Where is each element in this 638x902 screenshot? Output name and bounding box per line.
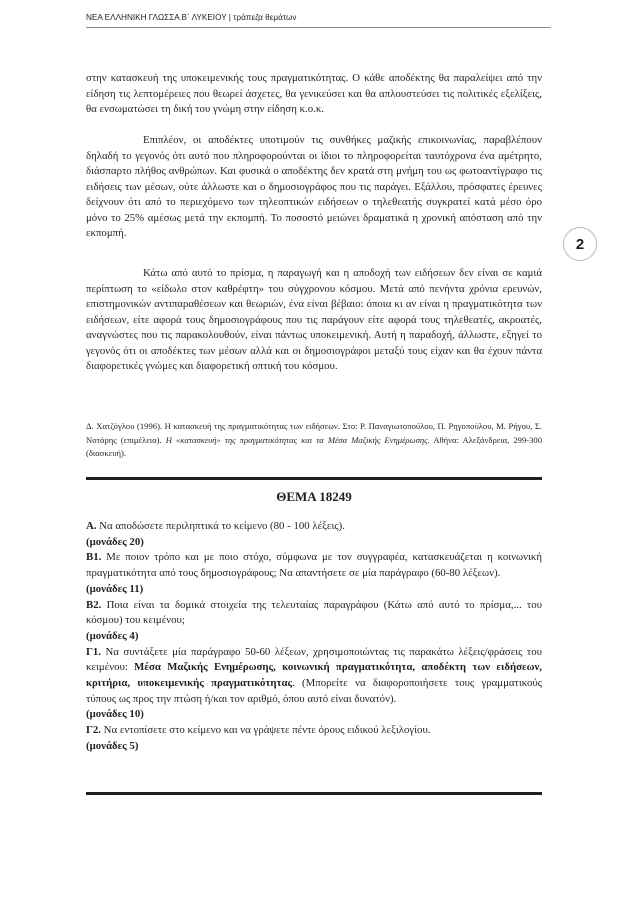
question-a-text: Να αποδώσετε περιληπτικά το κείμενο (80 - 100 λέξεις). [99, 520, 345, 532]
section-divider-bottom [86, 792, 542, 795]
citation-lead: Δ. Χατζόγλου (1996). Η κατασκευή της πραγματικότητας των ειδήσεων. Στο: Ρ. Παναγιωτοπούλου, Π. Ρηγοπούλου, Μ. Ρήγου, Σ. Νοτάρης (επιμέλεια). [86, 421, 542, 445]
topic-title: ΘΕΜΑ 18249 [276, 489, 352, 504]
questions-block [86, 519, 542, 755]
question-b2-points: (μονάδες 4) [86, 629, 139, 642]
running-header: ΝΕΑ ΕΛΛΗΝΙΚΗ ΓΛΩΣΣΑ Β΄ ΛΥΚΕΙΟΥ | τράπεζα θεμάτων [86, 13, 297, 22]
question-b1-text: Με ποιον τρόπο και με ποιο στόχο, σύμφωνα με τον συγγραφέα, κατασκευάζεται η κοινωνική πραγματικότητα από τους δημοσιογράφους; Να απαντήσετε σε μία παράγραφο (60-80 λέξεων). [86, 551, 543, 580]
question-c2-text: Να εντοπίσετε στο κείμενο και να γράψετε πέντε όρους ειδικού λεξιλογίου. [103, 724, 431, 737]
question-b1-label: Β1. [86, 551, 102, 564]
question-a [86, 519, 542, 535]
section-divider-top [86, 477, 542, 480]
question-b1-points: (μονάδες 11) [86, 582, 144, 595]
paragraph-3: Κάτω από αυτό το πρίσμα, η παραγωγή και η αποδοχή των ειδήσεων δεν είναι σε καμιά περίπτωση το «είδωλο στον καθρέφτη» του σύγχρονου κόσμου. Μετά από πενήντα χρόνια ερευνών, επιστημονικών αντιπαραθέσεων και θεωριών, ένα είναι βέβαιο: όποια κι αν είναι η πραγματικότητα των ειδήσεων, είτε αφορά τους δημοσιογράφους που τις παράγουν είτε αφορά τους τηλεθεατές, ακροατές, αναγνώστες που τις παρακολουθούν, είναι πάντως υποκειμενική. Αυτή η παραδοχή, άλλωστε, εξηγεί το γεγονός ότι οι αποδέκτες των μέσων αλλά και οι δημοσιογράφοι μεταξύ τους είχαν και θα έχουν πάντα διαφορετικές γνώμες και διαφορετική οπτική του κόσμου. [86, 267, 542, 372]
question-c1-label: Γ1. [86, 645, 101, 658]
question-c1-points: (μονάδες 10) [86, 708, 144, 721]
question-c1-note: . (Μπορείτε να διαφοροποιήσετε τους γραμματικούς τύπους ως προς την πτώση ή/και τον αριθμό, όπου αυτό είναι δυνατόν). [86, 677, 543, 705]
citation-tail: Αθήνα: Αλεξάνδρεια, 299-300 (διασκευή). [86, 434, 542, 458]
source-citation [86, 420, 542, 461]
citation-book-title: Η «κατασκευή» της πραγματικότητας και τα Μέσα Μαζικής Ενημέρωσης. [165, 434, 430, 445]
question-c2 [86, 723, 542, 739]
question-b1 [86, 550, 542, 581]
question-a-label: Α. [86, 520, 97, 532]
question-c1-text: Να συντάξετε μία παράγραφο 50-60 λέξεων, χρησιμοποιώντας τις παρακάτω λέξεις/φράσεις του κειμένου: [86, 645, 542, 674]
header-rule [86, 27, 551, 28]
paragraph-1: στην κατασκευή της υποκειμενικής τους πραγματικότητας. Ο κάθε αποδέκτης θα παραλείψει από την είδηση τις λεπτομέρειες που θεωρεί άσχετες, θα γενικεύσει και θα απλουστεύσει τις πολιτικές εξελίξεις, θα ενσωματώσει τη δική του γνώμη στην είδηση κ.ο.κ. [86, 72, 542, 115]
question-c1 [86, 645, 542, 708]
question-c1-terms: Μέσα Μαζικής Ενημέρωσης, κοινωνική πραγματικότητα, αποδέκτη των ειδήσεων, κριτήρια, υποκειμενικής πραγματικότητας [86, 661, 542, 690]
question-c2-label: Γ2. [86, 724, 101, 737]
question-b2 [86, 598, 542, 629]
paragraph-2: Επιπλέον, οι αποδέκτες υποτιμούν τις συνθήκες μαζικής επικοινωνίας, παραβλέπουν δηλαδή το γεγονός ότι αυτό που πληροφορούνται οι ίδιοι το πληροφορείται ταυτόχρονα ένα αμέτρητο, διάσπαρτο πλήθος ανθρώπων. Και φυσικά ο αποδέκτης δεν κρατά στη μνήμη του ως φωτοαντίγραφο τις ειδήσεις των μέσων, ούτε άλλωστε και ο δημοσιογράφος που τις παράγει. Εξάλλου, πρόσφατες έρευνες δείχνουν ότι από το περιεχόμενο των τηλεοπτικών ειδήσεων ο τηλεθεατής συγκρατεί κατά μέσο όρο μόνο το 25% αμέσως μετά την εκπομπή. Το ποσοστό μειώνει δραματικά η χρονική απόσταση από την εκπομπή. [86, 134, 542, 239]
question-b2-text: Ποια είναι τα δομικά στοιχεία της τελευταίας παραγράφου (Κάτω από αυτό το πρίσμα,... του κόσμου) του κειμένου; [86, 598, 543, 627]
question-a-points: (μονάδες 20) [86, 535, 144, 548]
question-c2-points: (μονάδες 5) [86, 739, 139, 752]
page-number-badge: 2 [563, 227, 597, 261]
question-b2-label: Β2. [86, 598, 102, 611]
